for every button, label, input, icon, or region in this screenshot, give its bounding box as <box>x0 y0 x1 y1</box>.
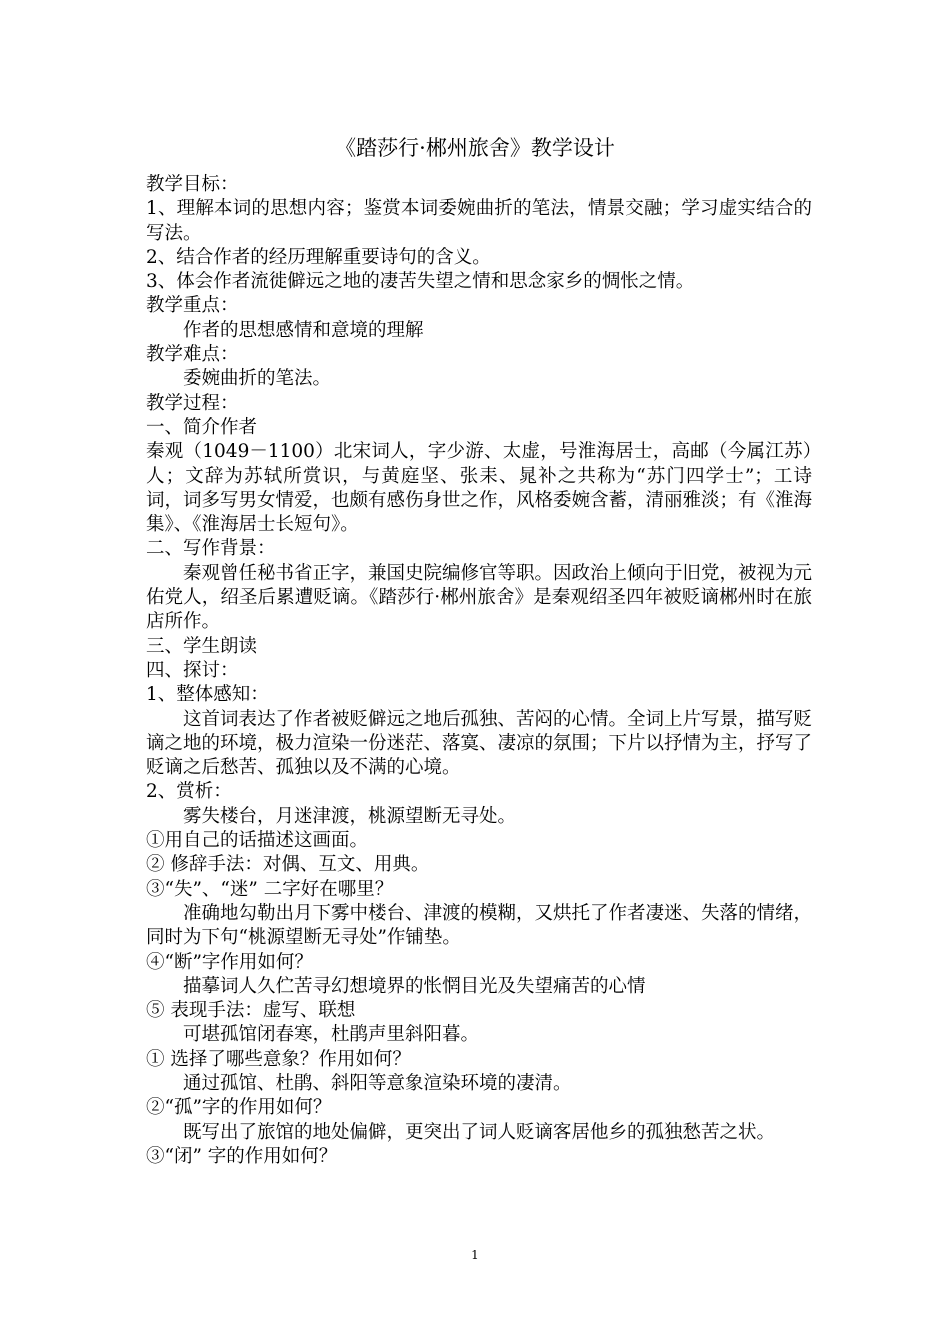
document-body <box>146 173 812 1169</box>
overall-heading: 1、整体感知： <box>146 684 269 706</box>
section-author-heading: 一、简介作者 <box>146 416 258 438</box>
process-heading: 教学过程： <box>146 392 239 414</box>
goal-item-3: 3、体会作者流徙僻远之地的凄苦失望之情和思念家乡的惆怅之情。 <box>146 271 695 293</box>
question-2: ② 修辞手法：对偶、互文、用典。 <box>146 854 430 876</box>
goals-heading: 教学目标： <box>146 174 239 195</box>
answer-4: 描摹词人久伫苦寻幻想境界的怅惘目光及失望痛苦的心情 <box>183 975 646 997</box>
answer-3: 准确地勾勒出月下雾中楼台、津渡的模糊，又烘托了作者凄迷、失落的情绪，同时为下句“桃源望断无寻处”作铺垫。 <box>146 902 813 949</box>
question-6: ① 选择了哪些意象？作用如何？ <box>146 1048 411 1070</box>
page-number: 1 <box>471 1248 479 1262</box>
key-points-text: 作者的思想感情和意境的理解 <box>183 319 424 341</box>
difficulty-heading: 教学难点： <box>146 344 239 366</box>
verse-line-1: 雾失楼台，月迷津渡，桃源望断无寻处。 <box>183 805 517 827</box>
appreciation-heading: 2、赏析： <box>146 781 232 803</box>
question-5: ⑤ 表现手法：虚写、联想 <box>146 1000 356 1022</box>
question-1: ①用自己的话描述这画面。 <box>146 830 369 852</box>
question-4: ④“断”字作用如何？ <box>146 951 313 973</box>
section-reading-heading: 三、学生朗读 <box>146 635 258 657</box>
difficulty-text: 委婉曲折的笔法。 <box>183 368 332 390</box>
author-paragraph: 秦观（1049－1100）北宋词人，字少游、太虚，号淮海居士，高邮（今属江苏）人；文辞为苏轼所赏识，与黄庭坚、张耒、晁补之共称为“苏门四学士”；工诗词，词多写男女情爱，也颇有感伤身世之作，风格委婉含蓄，清丽雅淡；有《淮海集》、《淮海居士长短句》。 <box>146 441 813 536</box>
section-discussion-heading: 四、探讨： <box>146 659 239 681</box>
goal-item-1: 1、理解本词的思想内容；鉴赏本词委婉曲折的笔法，情景交融；学习虚实结合的写法。 <box>146 198 812 244</box>
verse-line-2: 可堪孤馆闭春寒，杜鹃声里斜阳暮。 <box>183 1024 480 1046</box>
overall-paragraph: 这首词表达了作者被贬僻远之地后孤独、苦闷的心情。全词上片写景，描写贬谪之地的环境，极力渲染一份迷茫、落寞、凄凉的氛围；下片以抒情为主，抒写了贬谪之后愁苦、孤独以及不满的心境。 <box>146 708 813 779</box>
document-title: 《踏莎行·郴州旅舍》教学设计 <box>335 136 615 160</box>
answer-6: 通过孤馆、杜鹃、斜阳等意象渲染环境的凄清。 <box>183 1072 572 1094</box>
answer-7: 既写出了旅馆的地处偏僻，更突出了词人贬谪客居他乡的孤独愁苦之状。 <box>183 1121 776 1143</box>
question-8: ③“闭” 字的作用如何？ <box>146 1145 338 1167</box>
question-7: ②“孤”字的作用如何？ <box>146 1097 332 1119</box>
key-points-heading: 教学重点： <box>146 295 239 317</box>
section-background-heading: 二、写作背景： <box>146 538 276 560</box>
goal-item-2: 2、结合作者的经历理解重要诗句的含义。 <box>146 246 491 268</box>
background-paragraph: 秦观曾任秘书省正字，兼国史院编修官等职。因政治上倾向于旧党，被视为元佑党人，绍圣后累遭贬谪。《踏莎行·郴州旅舍》是秦观绍圣四年被贬谪郴州时在旅店所作。 <box>146 562 813 633</box>
question-3: ③“失”、“迷” 二字好在哪里？ <box>146 878 394 900</box>
